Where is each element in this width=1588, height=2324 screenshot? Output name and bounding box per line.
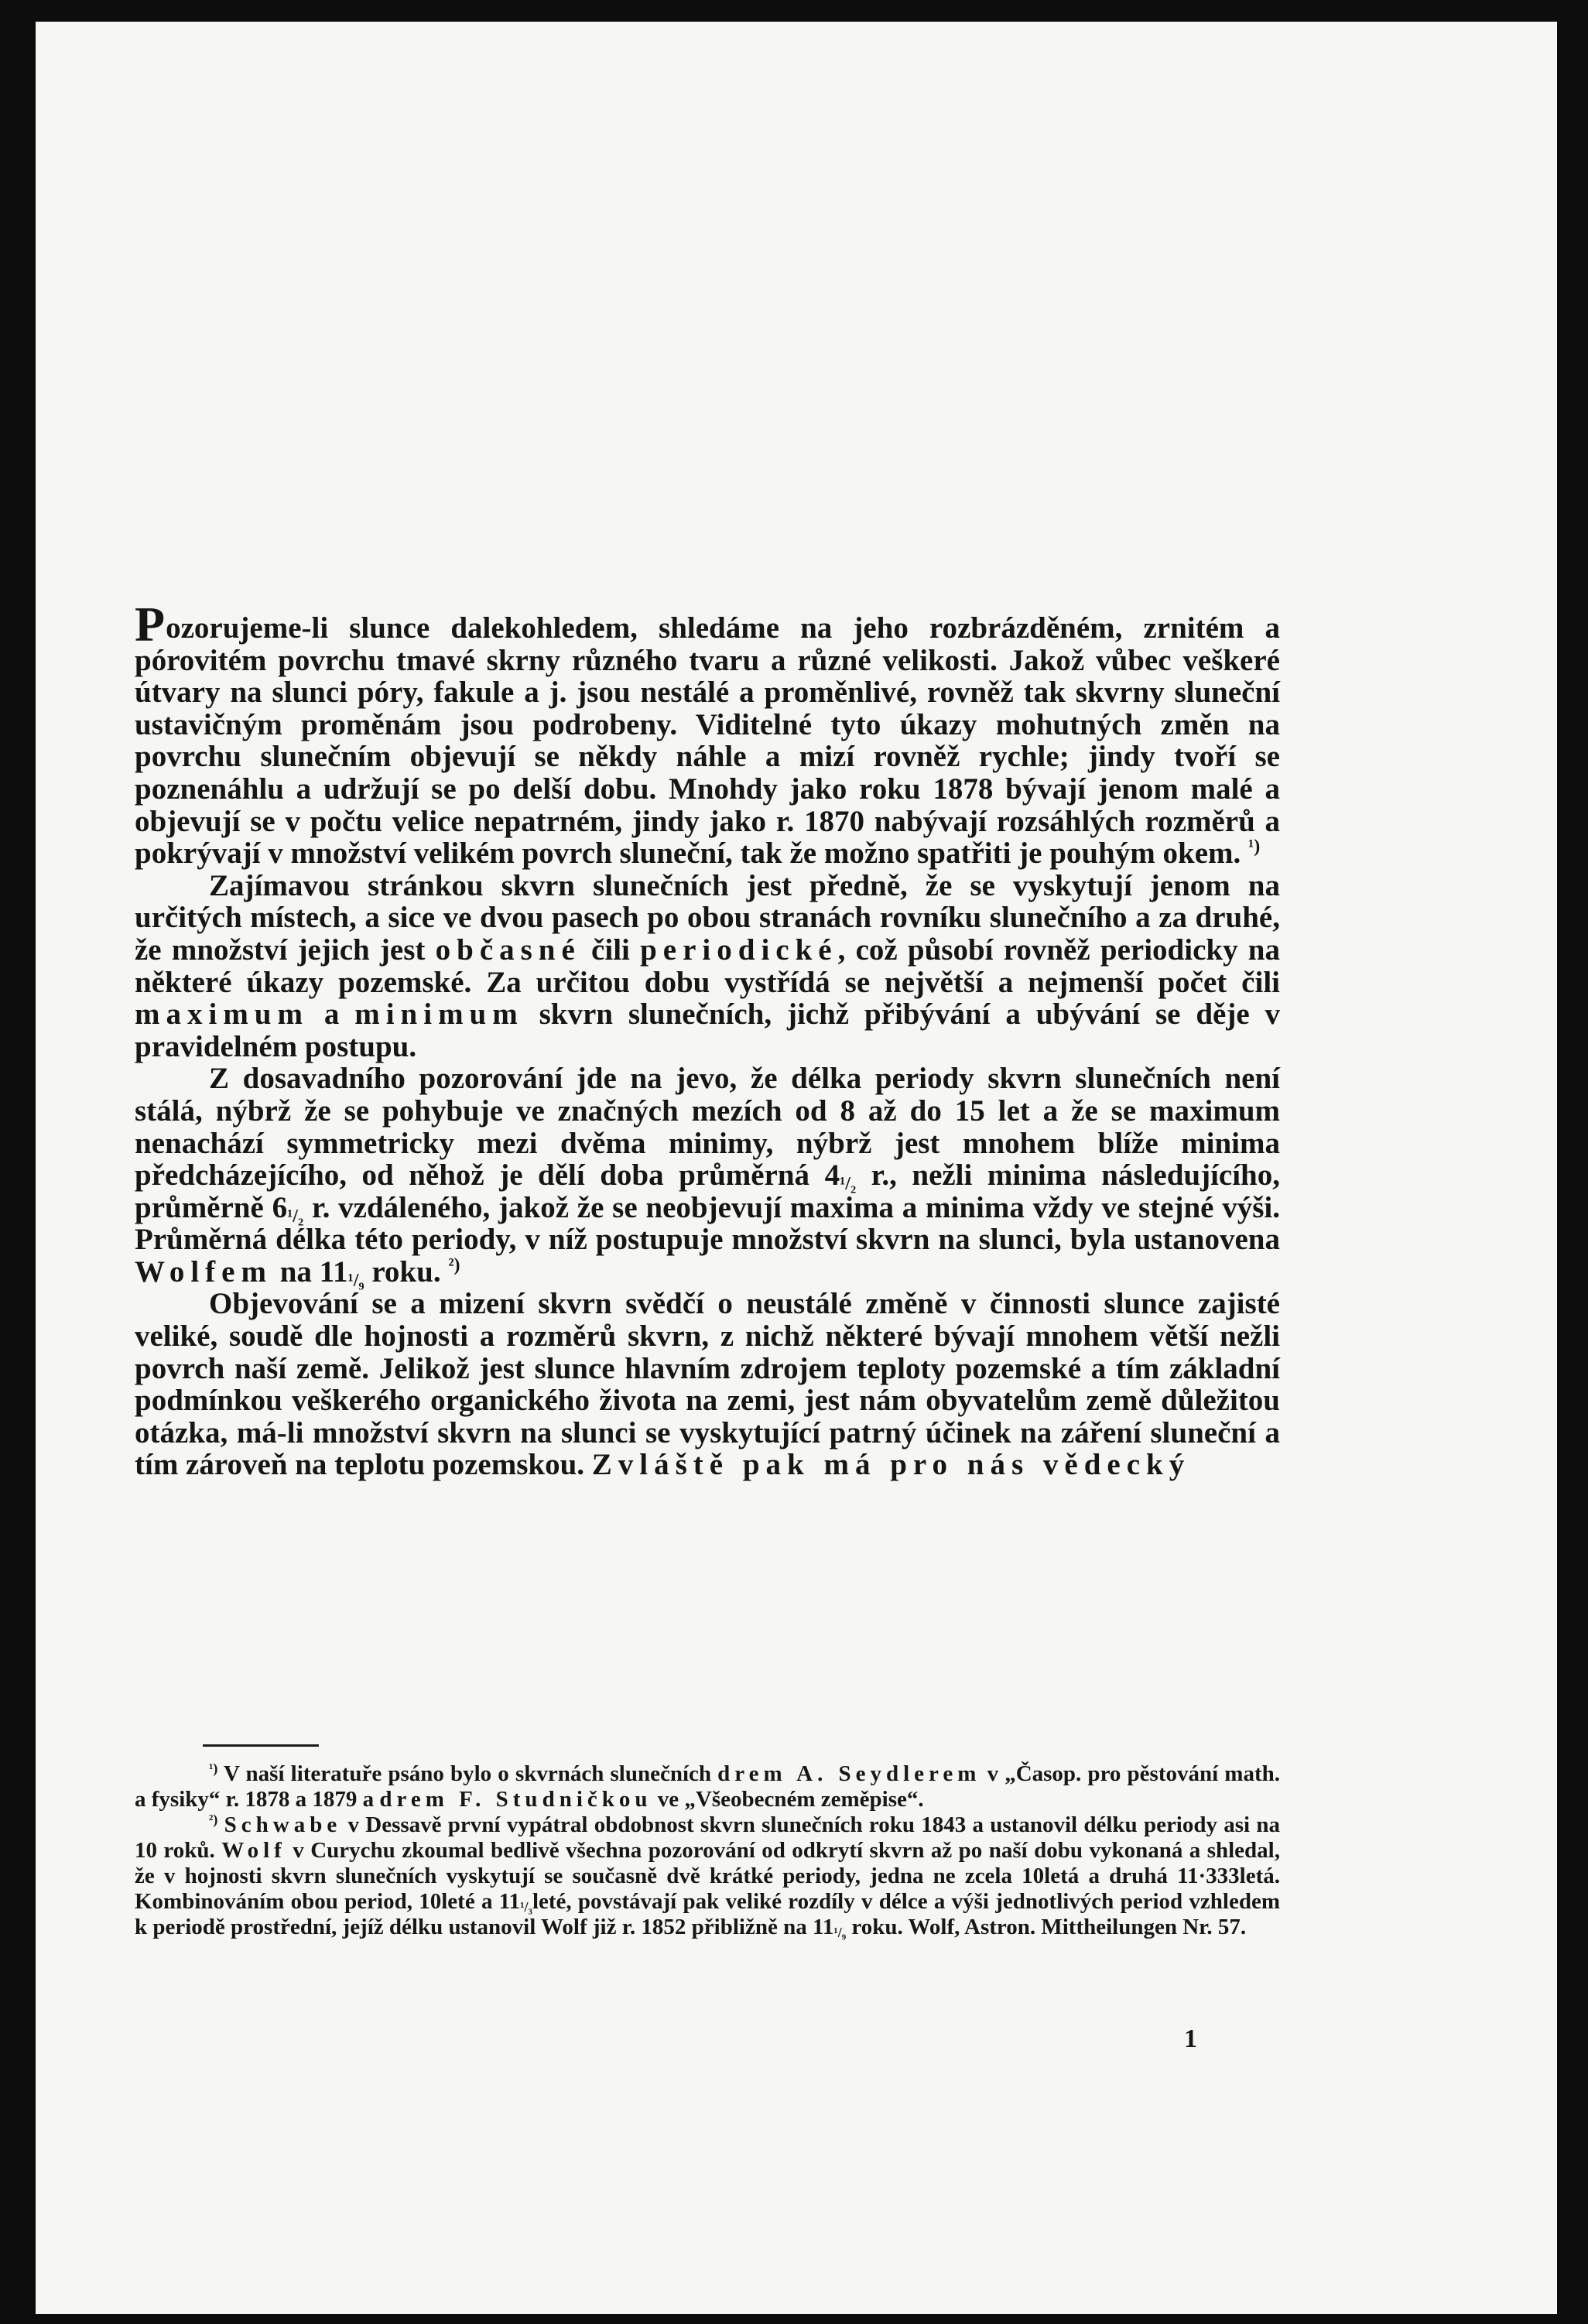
footnote-divider	[203, 1744, 319, 1747]
footnote-2: $^{^2)}$ Schwabe v Dessavě první vypátral obdobnost skvrn slunečních roku 1843 a ustanovil délku periody asi na 10 roků. Wolf v Curychu zkoumal bedlivě všechna pozorování od odkrytí skvrn až po naší dobu vykonaná a shledal, že v hojnosti skvrn slunečních vyskytují se současně dvě krátké periody, jedna ne zcela 10letá a druhá 11·333letá. Kombinováním obou period, 10leté a $11_{^1/_3}leté$, povstávají pak veliké rozdíly v délce a výši jednotlivých period vzhledem k periodě prostřední, jejíž délku ustanovil Wolf již r. 1852 přibližně na $11_{^1/_9}$ roku. Wolf, Astron. Mittheilungen Nr. 57.	[135, 1812, 1280, 1940]
paragraph-1: Pozorujeme-li slunce dalekohledem, shledáme na jeho rozbrázděném, zrnitém a pórovitém povrchu tmavé skrny různého tvaru a různé velikosti. Jakož vůbec veškeré útvary na slunci póry, fakule a j. jsou nestálé a proměnlivé, rovněž tak skvrny sluneční ustavičným proměnám jsou podrobeny. Viditelné tyto úkazy mohutných změn na povrchu slunečním objevují se někdy náhle a mizí rovněž rychle; jindy tvoří se poznenáhlu a udržují se po delší dobu. Mnohdy jako roku 1878 bývají jenom malé a objevují se v počtu velice nepatrném, jindy jako r. 1870 nabývají rozsáhlých rozměrů a pokrývají v množství velikém povrch sluneční, tak že možno spatřiti je pouhým okem. $^{^1)}$	[135, 597, 1280, 871]
paragraph-3: Z dosavadního pozorování jde na jevo, že délka periody skvrn slunečních není stálá, nýbrž že se pohybuje ve značných mezích od 8 až do 15 let a že se maximum nenachází symmetricky mezi dvěma minimy, nýbrž jest mnohem blíže minima předcházejícího, od něhož je dělí doba průměrná $4_{^1/_2}$ r., nežli minima následujícího, průměrně $6_{^1/_2}$ r. vzdáleného, jakož že se neobjevují maxima a minima vždy ve stejné výši. Průměrná délka této periody, v níž postupuje množství skvrn na slunci, byla ustanovena Wolfem na $11_{^1/_9}$ roku. $^{^2)}$	[135, 1062, 1280, 1291]
drop-cap: P	[135, 597, 166, 652]
footnote-ref-2: ²)	[448, 1254, 460, 1275]
footnote-1: $^{^1)}$ V naší literatuře psáno bylo o skvrnách slunečních drem A. Seydlerem v „Časop. pro pěstování math. a fysiky“ r. 1878 a 1879 a drem F. Studničkou ve „Všeobecném zeměpise“.	[135, 1761, 1280, 1812]
main-text	[135, 597, 1280, 1482]
footnote-ref-1: ¹)	[1248, 837, 1261, 857]
page-number: 1	[1184, 2025, 1197, 2053]
book-page	[36, 22, 1557, 2314]
paragraph-4: Objevování se a mizení skvrn svědčí o neustálé změně v činnosti slunce zajisté veliké, soudě dle hojnosti a rozměrů skvrn, z nichž některé bývají mnohem větší nežli povrch naší země. Jelikož jest slunce hlavním zdrojem teploty pozemské a tím základní podmínkou veškerého organického života na zemi, jest nám obyvatelům země důležitou otázka, má-li množství skvrn na slunci se vyskytující patrný účinek na záření sluneční a tím zároveň na teplotu pozemskou. Zvláště pak má pro nás vědecký	[135, 1287, 1280, 1482]
paragraph-2: Zajímavou stránkou skvrn slunečních jest předně, že se vyskytují jenom na určitých místech, a sice ve dvou pasech po obou stranách rovníku slunečního a za druhé, že množství jejich jest občasné čili periodické, což působí rovněž periodicky na některé úkazy pozemské. Za určitou dobu vystřídá se největší a nejmenší počet čili maximum a minimum skvrn slunečních, jichž přibývání a ubývání se děje v pravidelném postupu.	[135, 868, 1280, 1063]
footnotes	[135, 1761, 1280, 1940]
